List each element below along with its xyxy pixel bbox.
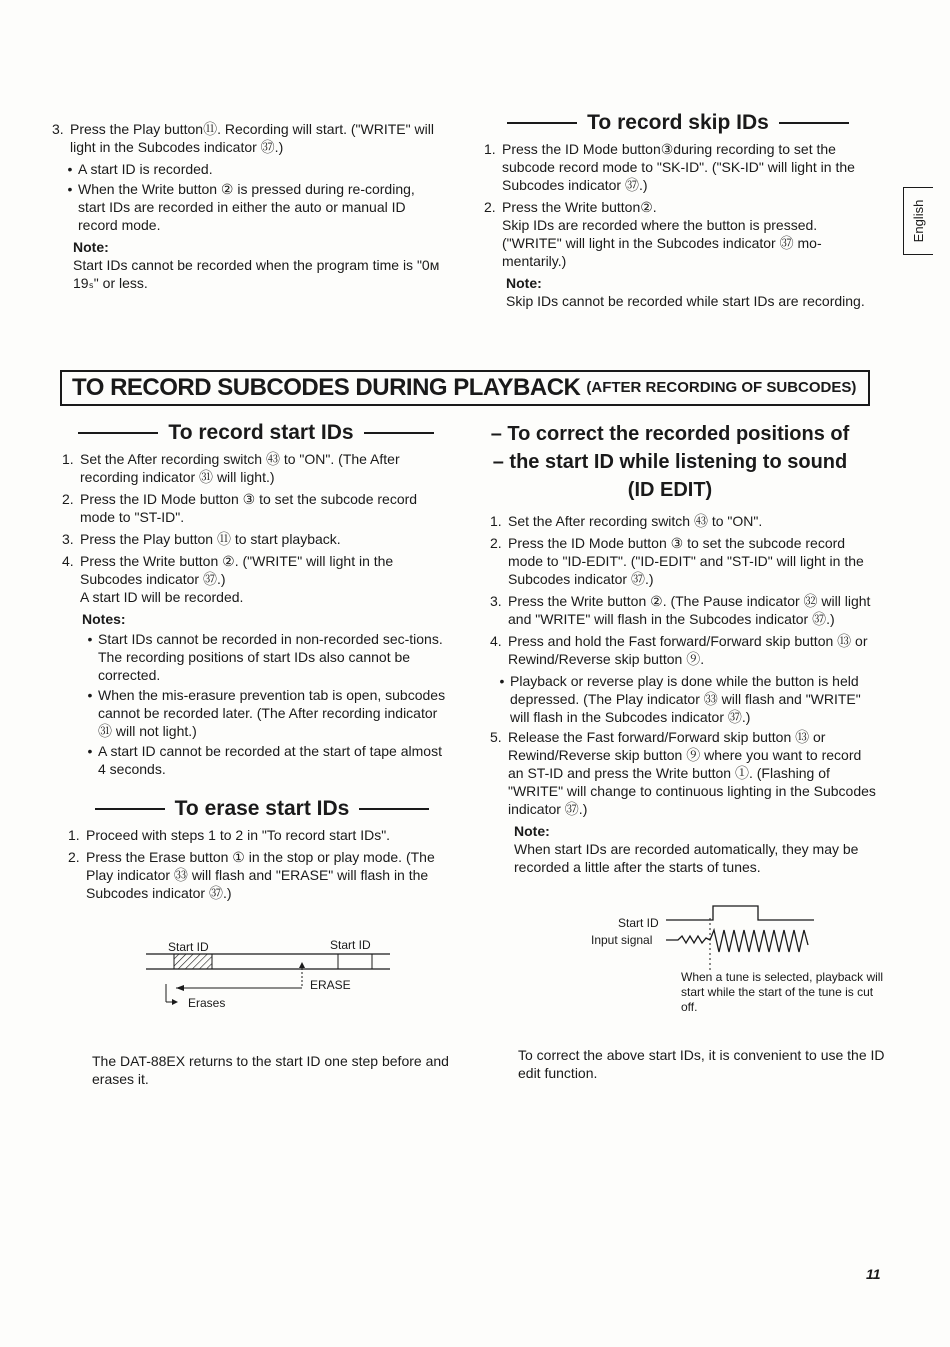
edit-step-3: 3. Press the Write button ②. (The Pause indicator ㉜ will light and "WRITE" will flash in the Subcodes indicator ㊲.) [490, 593, 871, 627]
skip-step-2-detail: Skip IDs are recorded where the button is pressed. ("WRITE" will light in the Subcodes indicator ㊲ mo-mentarily.) [502, 217, 822, 269]
erase-step-1: 1. Proceed with steps 1 to 2 in "To record start IDs". [68, 827, 391, 843]
start-ids-heading: To record start IDs [62, 424, 450, 442]
note-bullet: • Start IDs cannot be recorded in non-recorded sec-tions. The recording positions of start IDs also cannot be corrected. [87, 631, 443, 683]
section-banner [60, 370, 870, 406]
page-number: 11 [866, 1266, 881, 1282]
erase-caption: The DAT-88EX returns to the start ID one step before and erases it. [92, 1053, 449, 1087]
start-id-right-label: Start ID [330, 938, 371, 952]
id-edit-closing: To correct the above start IDs, it is convenient to use the ID edit function. [518, 1047, 885, 1081]
erase-ids-heading: To erase start IDs [68, 800, 456, 818]
start-id-label: Start ID [618, 916, 659, 930]
input-signal-label: Input signal [591, 933, 653, 947]
note-text: When start IDs are recorded automatically, they may be recorded a little after the starts of tunes. [514, 841, 859, 875]
skip-ids-heading: To record skip IDs [484, 114, 872, 132]
language-tab-label: English [910, 199, 926, 243]
erase-step-2: 2. Press the Erase button ① in the stop or play mode. (The Play indicator ㉝ will flash and "ERASE" will flash in the Subcodes indicator ㊲.) [68, 849, 435, 901]
language-tab [903, 187, 933, 255]
bullet: • When the Write button ② is pressed during re-cording, start IDs are recorded in either the auto or manual ID record mode. [67, 181, 415, 233]
banner-title: TO RECORD SUBCODES DURING PLAYBACK [72, 374, 581, 401]
bullet: • A start ID is recorded. [67, 161, 213, 177]
note-text: Start IDs cannot be recorded when the program time is "0ᴍ 19ₛ" or less. [73, 257, 440, 291]
skip-step-2: 2. Press the Write button②. Skip IDs are recorded where the button is pressed. ("WRITE" will light in the Subcodes indicator ㊲ mo-mentarily.) [484, 199, 822, 269]
start-step-2: 2. Press the ID Mode button ③ to set the subcode record mode to "ST-ID". [62, 491, 418, 525]
start-id-left-label: Start ID [168, 940, 209, 954]
skip-step-1: 1. Press the ID Mode button③during recording to set the subcode record mode to "SK-ID". ("SK-ID" will light in the Subcodes indicator ㊲.) [484, 141, 855, 193]
erase-diagram [140, 936, 410, 1016]
id-edit-section [490, 420, 880, 876]
start-step-4: 4. Press the Write button ②. ("WRITE" will light in the Subcodes indicator ㊲.) A start ID will be recorded. [62, 553, 394, 605]
edit-step-2: 2. Press the ID Mode button ③ to set the subcode record mode to "ID-EDIT". ("ID-EDIT" and "ST-ID" will light in the Subcodes indicator ㊲.) [490, 535, 864, 587]
top-left-section [52, 120, 444, 292]
note-text: Skip IDs cannot be recorded while start IDs are recording. [506, 293, 865, 309]
waveform-caption: When a tune is selected, playback will start while the start of the tune is cut off. [681, 970, 884, 1014]
erase-label: ERASE [310, 978, 351, 992]
start-step-3: 3. Press the Play button ⑪ to start playback. [62, 531, 341, 547]
notes-heading: Notes: [82, 611, 126, 627]
step-3: 3. Press the Play button⑪. Recording will start. ("WRITE" will light in the Subcodes indicator ㊲.) [52, 120, 444, 156]
erases-label: Erases [188, 996, 226, 1010]
id-edit-heading: – To correct the recorded positions of – the start ID while listening to sound (ID EDIT) [490, 423, 850, 501]
start-step-1: 1. Set the After recording switch ㊸ to "ON". (The After recording indicator ㉛ will light.) [62, 451, 400, 485]
edit-step-1: 1. Set the After recording switch ㊸ to "ON". [490, 513, 763, 529]
step-3-text: Press the Play button⑪. Recording will start. ("WRITE" will light in the Subcodes indicator ㊲.) [70, 121, 434, 155]
edit-step-4: 4. Press and hold the Fast forward/Forward skip button ⑬ or Rewind/Reverse skip button ⑨. [490, 633, 868, 667]
note-heading: Note: [514, 823, 550, 839]
edit-step-5: 5. Release the Fast forward/Forward skip button ⑬ or Rewind/Reverse skip button ⑨ where you want to record an ST-ID and press the Write button ①. (Flashing of "WRITE" will change to continuous lighting in the Subcodes indicator ㊲.) [490, 729, 876, 817]
banner-subtitle: (AFTER RECORDING OF SUBCODES) [586, 379, 857, 396]
note-heading: Note: [506, 275, 542, 291]
start-ids-section [62, 421, 450, 780]
note-bullet: • When the mis-erasure prevention tab is open, subcodes cannot be recorded later. (The After recording indicator ㉛ will not light.) [87, 687, 446, 739]
erase-ids-section [68, 797, 456, 906]
note-heading: Note: [73, 239, 109, 255]
start-step-4-detail: A start ID will be recorded. [80, 589, 244, 605]
skip-ids-section [484, 111, 872, 310]
note-bullet: • A start ID cannot be recorded at the start of tape almost 4 seconds. [87, 743, 442, 777]
id-edit-diagram [588, 900, 888, 1020]
edit-bullet: • Playback or reverse play is done while the button is held depressed. (The Play indicator ㉝ will flash and "WRITE" will flash in the Subcodes indicator ㊲.) [499, 673, 861, 725]
